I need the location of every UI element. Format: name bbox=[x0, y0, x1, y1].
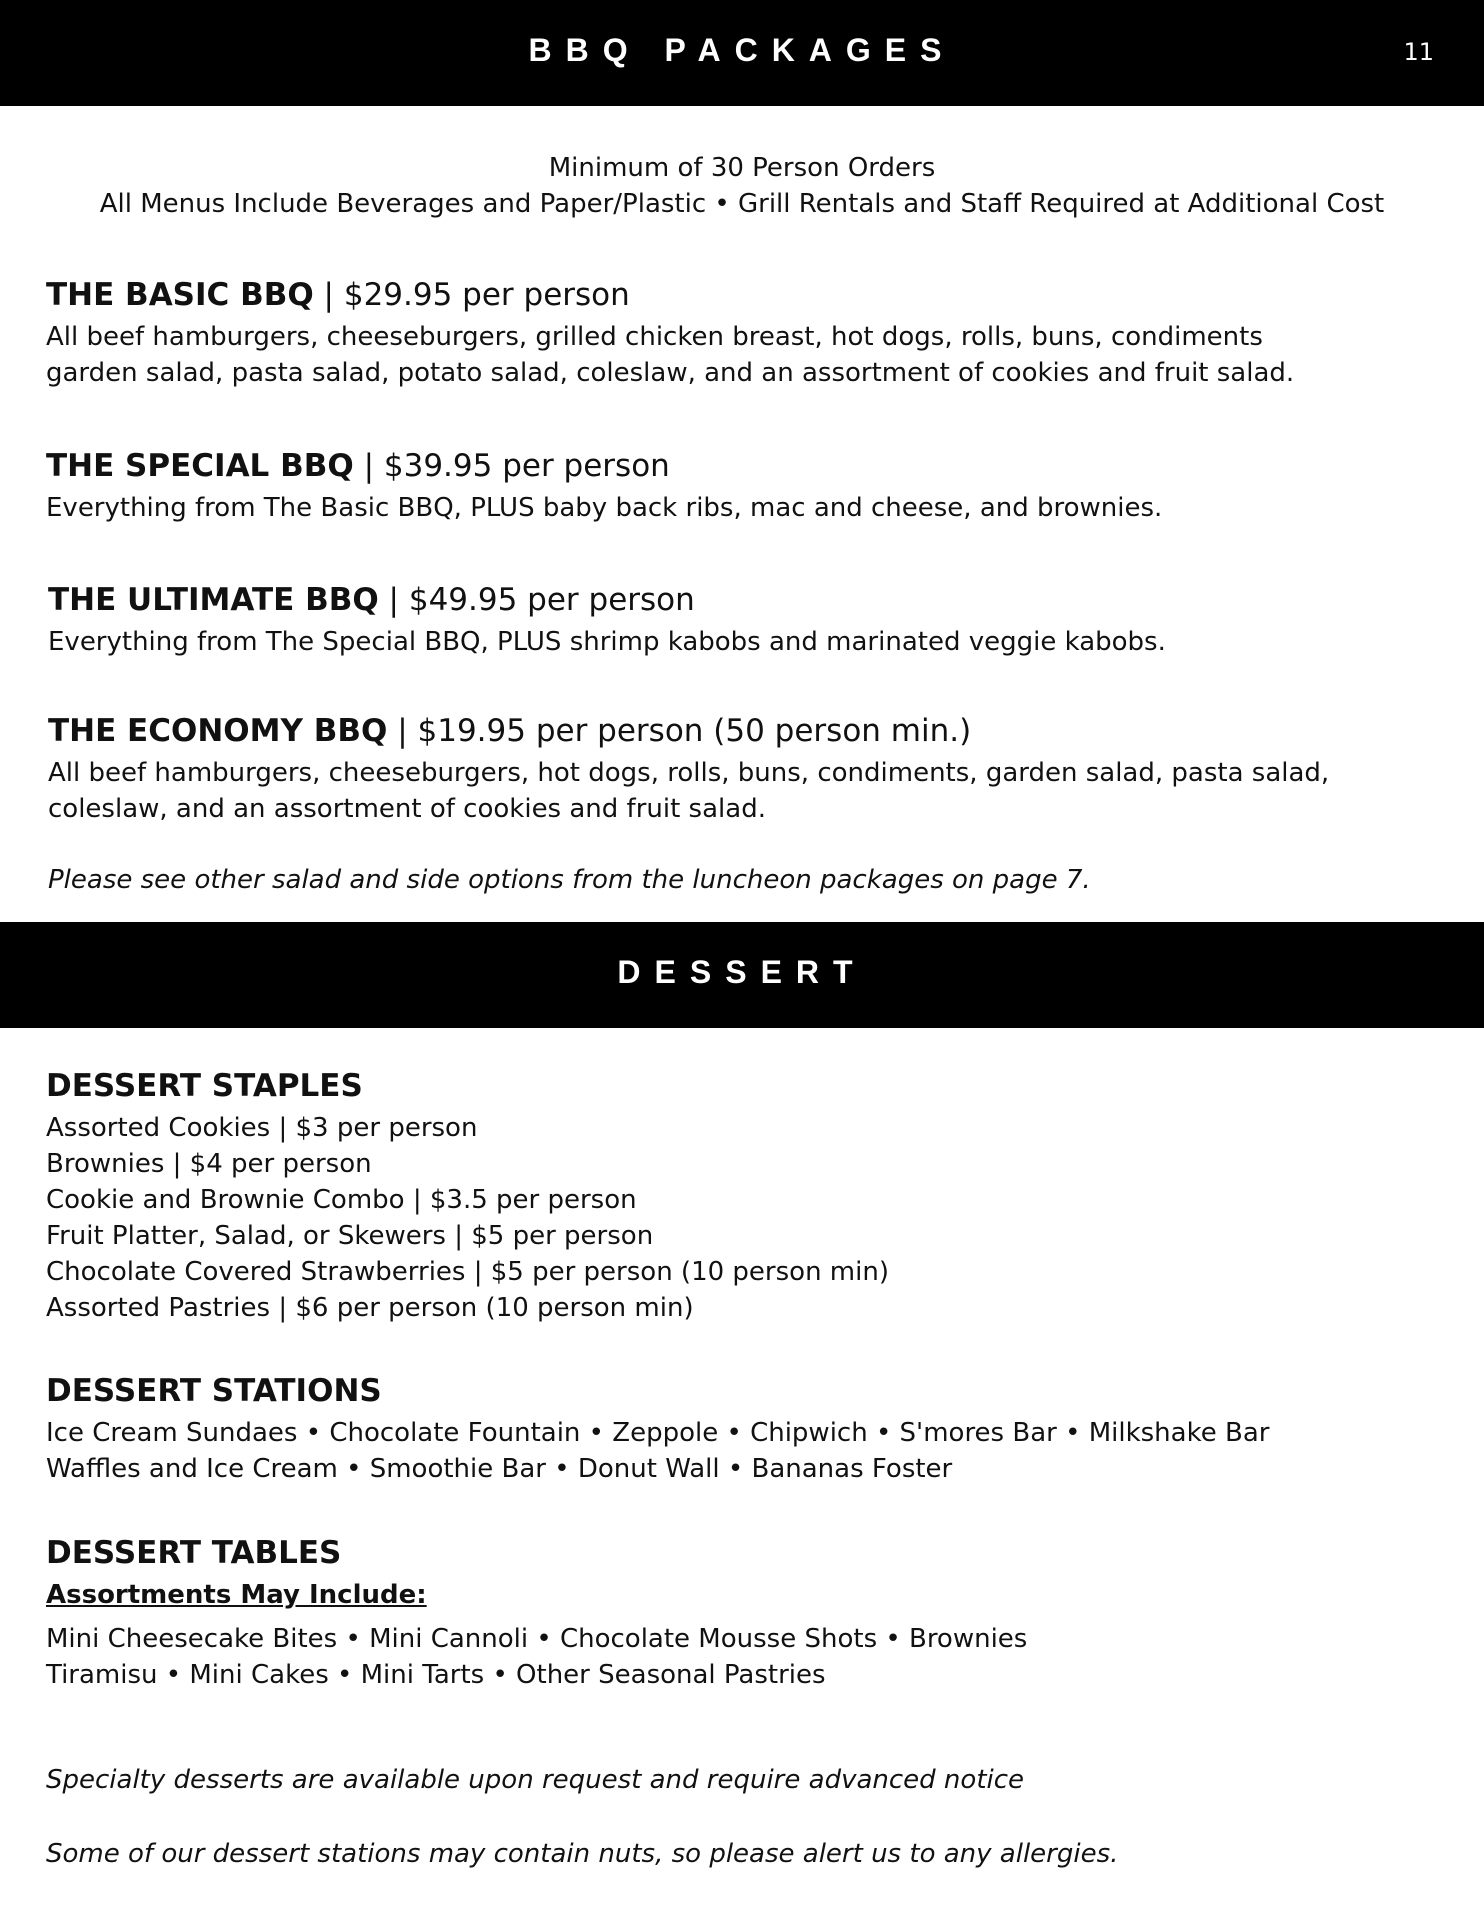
package-description-line: garden salad, pasta salad, potato salad, coleslaw, and an assortment of cookies and fruit salad. bbox=[46, 358, 1295, 388]
list-item: Waffles and Ice Cream • Smoothie Bar • Donut Wall • Bananas Foster bbox=[46, 1454, 953, 1484]
package-description-line: coleslaw, and an assortment of cookies and fruit salad. bbox=[48, 794, 766, 824]
intro-minimum-order: Minimum of 30 Person Orders bbox=[548, 153, 936, 183]
list-item: Assorted Cookies | $3 per person bbox=[46, 1113, 478, 1143]
package-heading bbox=[46, 446, 1446, 486]
package-price: | $19.95 per person (50 person min.) bbox=[387, 713, 972, 749]
list-item: Brownies | $4 per person bbox=[46, 1149, 372, 1179]
package-description-line: Everything from The Basic BBQ, PLUS baby back ribs, mac and cheese, and brownies. bbox=[46, 493, 1163, 523]
package-description bbox=[48, 755, 1448, 827]
package-heading bbox=[46, 275, 1446, 315]
package-price: | $49.95 per person bbox=[378, 582, 695, 618]
dessert-staples-heading: DESSERT STAPLES bbox=[46, 1068, 363, 1104]
specialty-desserts-note: Specialty desserts are available upon request and require advanced notice bbox=[46, 1765, 1025, 1795]
bbq-side-options-note: Please see other salad and side options from the luncheon packages on page 7. bbox=[48, 865, 1091, 895]
dessert-staples-section bbox=[46, 1066, 1446, 1326]
package-description bbox=[46, 319, 1446, 391]
package-name: THE ECONOMY BBQ bbox=[48, 713, 388, 749]
list-item: Tiramisu • Mini Cakes • Mini Tarts • Other Seasonal Pastries bbox=[46, 1660, 826, 1690]
package-description bbox=[48, 624, 1448, 660]
dessert-staples-list bbox=[46, 1110, 1446, 1326]
package-price: | $39.95 per person bbox=[353, 448, 670, 484]
package-ultimate-bbq bbox=[48, 580, 1448, 660]
page-number: 11 bbox=[1403, 38, 1434, 66]
package-heading bbox=[48, 580, 1448, 620]
package-heading bbox=[48, 711, 1448, 751]
bbq-intro bbox=[0, 150, 1484, 222]
package-basic-bbq bbox=[46, 275, 1446, 391]
dessert-stations-heading: DESSERT STATIONS bbox=[46, 1373, 382, 1409]
dessert-tables-section bbox=[46, 1533, 1446, 1693]
intro-inclusions: All Menus Include Beverages and Paper/Plastic • Grill Rentals and Staff Required at Additional Cost bbox=[99, 189, 1385, 219]
package-name: THE ULTIMATE BBQ bbox=[48, 582, 379, 618]
package-description-line: All beef hamburgers, cheeseburgers, grilled chicken breast, hot dogs, rolls, buns, condiments bbox=[46, 322, 1263, 352]
dessert-stations-list bbox=[46, 1415, 1446, 1487]
dessert-banner bbox=[0, 922, 1484, 1028]
bbq-packages-banner bbox=[0, 0, 1484, 106]
package-description-line: All beef hamburgers, cheeseburgers, hot dogs, rolls, buns, condiments, garden salad, pasta salad, bbox=[48, 758, 1330, 788]
list-item: Fruit Platter, Salad, or Skewers | $5 per person bbox=[46, 1221, 654, 1251]
package-name: THE BASIC BBQ bbox=[46, 277, 314, 313]
list-item: Ice Cream Sundaes • Chocolate Fountain • Zeppole • Chipwich • S'mores Bar • Milkshake Bar bbox=[46, 1418, 1270, 1448]
list-item: Assorted Pastries | $6 per person (10 person min) bbox=[46, 1293, 694, 1323]
dessert-title: DESSERT bbox=[617, 954, 867, 990]
package-description-line: Everything from The Special BBQ, PLUS shrimp kabobs and marinated veggie kabobs. bbox=[48, 627, 1166, 657]
package-economy-bbq bbox=[48, 711, 1448, 827]
list-item: Cookie and Brownie Combo | $3.5 per person bbox=[46, 1185, 637, 1215]
package-price: | $29.95 per person bbox=[313, 277, 630, 313]
bbq-packages-title: BBQ PACKAGES bbox=[528, 32, 956, 68]
list-item: Mini Cheesecake Bites • Mini Cannoli • Chocolate Mousse Shots • Brownies bbox=[46, 1624, 1028, 1654]
allergy-note: Some of our dessert stations may contain nuts, so please alert us to any allergies. bbox=[46, 1839, 1119, 1869]
dessert-tables-heading: DESSERT TABLES bbox=[46, 1535, 342, 1571]
package-name: THE SPECIAL BBQ bbox=[46, 448, 354, 484]
dessert-stations-section bbox=[46, 1371, 1446, 1487]
package-description bbox=[46, 490, 1446, 526]
list-item: Chocolate Covered Strawberries | $5 per person (10 person min) bbox=[46, 1257, 889, 1287]
dessert-tables-subheading: Assortments May Include: bbox=[46, 1580, 427, 1610]
package-special-bbq bbox=[46, 446, 1446, 526]
dessert-tables-list bbox=[46, 1621, 1446, 1693]
